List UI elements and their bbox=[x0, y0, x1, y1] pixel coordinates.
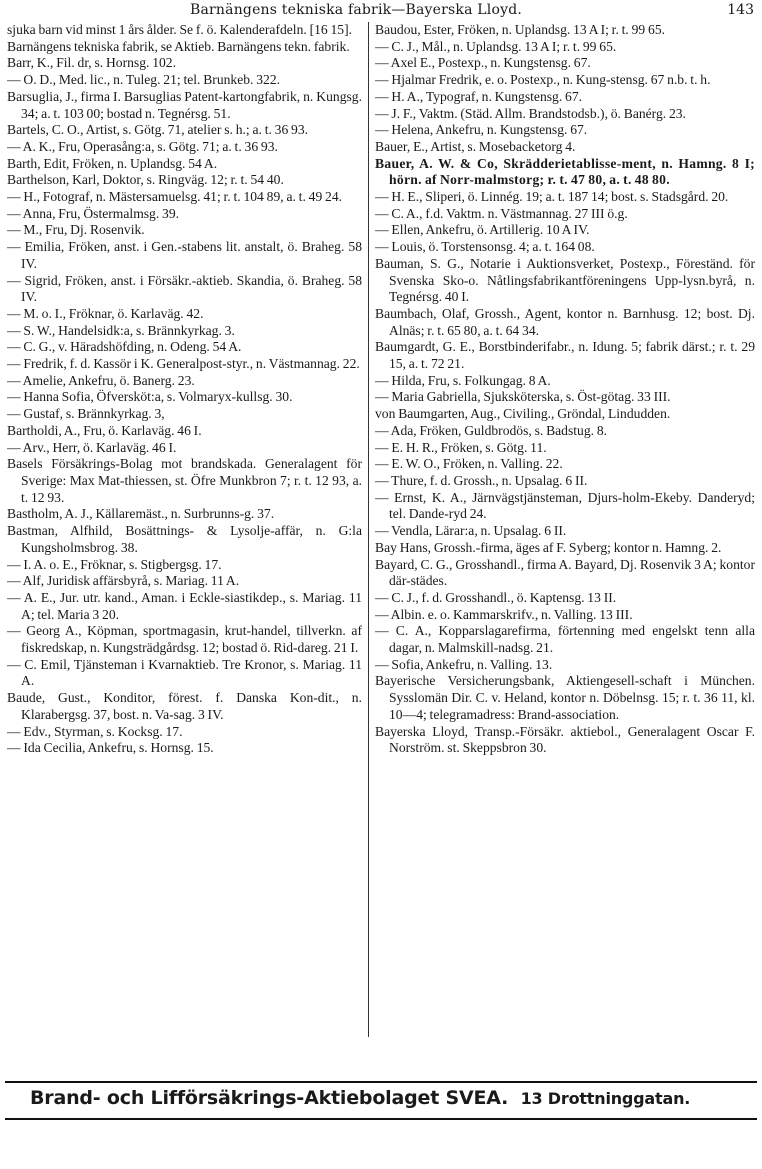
directory-entry: — Thure, f. d. Grossh., n. Upsalag. 6 II. bbox=[375, 472, 588, 488]
directory-entry: Bayerische Versicherungsbank, Aktiengesell-schaft i München. Sysslomän Dir. C. v. Heland, kontor n. Döbelnsg. 15; r. t. 36 11, kl. 10—4; telegramadress: Brand-association. bbox=[375, 673, 755, 722]
directory-entry: — Alf, Juridisk affärsbyrå, s. Mariag. 11 A. bbox=[7, 573, 240, 589]
directory-entry: — A. E., Jur. utr. kand., Aman. i Eckle-siastikdep., s. Mariag. 11 A; tel. Maria 3 20. bbox=[7, 589, 362, 622]
directory-entry: — Georg A., Köpman, sportmagasin, krut-handel, tillverkn. af fiskredskap, n. Kungsträdgårdsg. 12; bostad ö. Rid-dareg. 21 I. bbox=[7, 623, 362, 656]
directory-entry: Barthelson, Karl, Doktor, s. Ringväg. 12; r. t. 54 40. bbox=[7, 172, 284, 188]
directory-entry: — Ernst, K. A., Järnvägstjänsteman, Djurs-holm-Ekeby. Danderyd; tel. Dande-ryd 24. bbox=[375, 489, 755, 522]
directory-entry: — Albin. e. o. Kammarskrifv., n. Valling. 13 III. bbox=[375, 606, 633, 622]
directory-entry: — Arv., Herr, ö. Karlaväg. 46 I. bbox=[7, 439, 177, 455]
directory-entry: — Sofia, Ankefru, n. Valling. 13. bbox=[375, 656, 553, 672]
footer-ad-address: 13 Drottninggatan. bbox=[520, 1089, 691, 1108]
directory-entry: — Fredrik, f. d. Kassör i K. Generalpost-styr., n. Västmannag. 22. bbox=[7, 356, 360, 372]
directory-entry: Basels Försäkrings-Bolag mot brandskada. Generalagent för Sverige: Max Mat-thiessen, st. Öfre Munkbron 7; r. t. 12 93, a. t. 12 93. bbox=[7, 456, 362, 505]
directory-entry: — Hilda, Fru, s. Folkungag. 8 A. bbox=[375, 372, 551, 388]
directory-entry: — C. J., Mål., n. Uplandsg. 13 A I; r. t. 99 65. bbox=[375, 38, 617, 54]
directory-entry: Bayerska Lloyd, Transp.-Försäkr. aktiebol., Generalagent Oscar F. Norström. st. Skeppsbron 30. bbox=[375, 723, 755, 756]
directory-entry: Barnängens tekniska fabrik, se Aktieb. Barnängens tekn. fabrik. bbox=[7, 38, 350, 54]
directory-entry: Barsuglia, J., firma I. Barsuglias Patent-kartongfabrik, n. Kungsg. 34; a. t. 103 00; bostad n. Tegnérsg. 51. bbox=[7, 88, 362, 121]
directory-entry: Bartels, C. O., Artist, s. Götg. 71, atelier s. h.; a. t. 36 93. bbox=[7, 122, 309, 138]
left-column bbox=[7, 22, 362, 1077]
directory-entry: Barth, Edit, Fröken, n. Uplandsg. 54 A. bbox=[7, 155, 218, 171]
column-divider bbox=[368, 22, 369, 1037]
directory-entry: — C. G., v. Häradshöfding, n. Odeng. 54 A. bbox=[7, 339, 242, 355]
footer-advertisement bbox=[30, 1087, 740, 1109]
directory-entry: — Sigrid, Fröken, anst. i Försäkr.-aktieb. Skandia, ö. Braheg. 58 IV. bbox=[7, 272, 362, 305]
footer-ad-text: Brand- och Lifförsäkrings-Aktiebolaget SVEA. bbox=[30, 1087, 509, 1109]
directory-entry: — S. W., Handelsidk:a, s. Brännkyrkag. 3. bbox=[7, 322, 235, 338]
right-column bbox=[375, 22, 755, 1077]
directory-entry: Bastholm, A. J., Källaremäst., n. Surbrunns-g. 37. bbox=[7, 506, 275, 522]
directory-entry: — H., Fotograf, n. Mästersamuelsg. 41; r. t. 104 89, a. t. 49 24. bbox=[7, 189, 343, 205]
directory-entry: Bauman, S. G., Notarie i Auktionsverket, Postexp., Föreständ. för Svenska Sko-o. Nåtlingsfabrikantföreningens Upp-lysn.byrå, n. Tegnérsg. 40 I. bbox=[375, 255, 755, 305]
directory-entry: — Edv., Styrman, s. Kocksg. 17. bbox=[7, 723, 183, 739]
directory-entry: — Emilia, Fröken, anst. i Gen.-stabens lit. anstalt, ö. Braheg. 58 IV. bbox=[7, 239, 362, 271]
directory-entry: Bayard, C. G., Grosshandl., firma A. Bayard, Dj. Rosenvik 3 A; kontor där-städes. bbox=[375, 556, 755, 589]
directory-entry: — C. Emil, Tjänsteman i Kvarnaktieb. Tre Kronor, s. Mariag. 11 A. bbox=[7, 656, 362, 689]
directory-entry: Bauer, E., Artist, s. Mosebacketorg 4. bbox=[375, 138, 576, 154]
directory-entry: — H. E., Sliperi, ö. Linnég. 19; a. t. 187 14; bost. s. Stadsgård. 20. bbox=[375, 189, 729, 205]
directory-entry: — I. A. o. E., Fröknar, s. Stigbergsg. 17. bbox=[7, 556, 222, 572]
directory-entry: — A. K., Fru, Operasång:a, s. Götg. 71; a. t. 36 93. bbox=[7, 138, 278, 154]
directory-entry: — C. J., f. d. Grosshandl., ö. Kaptensg. 13 II. bbox=[375, 589, 617, 605]
running-head: Barnängens tekniska fabrik—Bayerska Lloyd. bbox=[190, 2, 523, 18]
directory-entry: Baudou, Ester, Fröken, n. Uplandsg. 13 A I; r. t. 99 65. bbox=[375, 22, 666, 37]
directory-entry: — H. A., Typograf, n. Kungstensg. 67. bbox=[375, 88, 583, 104]
directory-entry: Bauer, A. W. & Co, Skrädderietablisse-ment, n. Hamng. 8 I; hörn. af Norr-malmstorg; r. t. 47 80, a. t. 48 80. bbox=[375, 155, 755, 188]
directory-entry: — Helena, Ankefru, n. Kungstensg. 67. bbox=[375, 122, 588, 138]
directory-entry: — E. W. O., Fröken, n. Valling. 22. bbox=[375, 456, 563, 472]
directory-entry: Baude, Gust., Konditor, förest. f. Danska Kon-dit., n. Klarabergsg. 37, bost. n. Va-sag. 3 IV. bbox=[7, 690, 362, 722]
directory-entry: — Anna, Fru, Östermalmsg. 39. bbox=[7, 205, 180, 221]
directory-entry: — O. D., Med. lic., n. Tuleg. 21; tel. Brunkeb. 322. bbox=[7, 72, 281, 88]
directory-entry: — Vendla, Lärar:a, n. Upsalag. 6 II. bbox=[375, 523, 567, 539]
directory-entry: — M., Fru, Dj. Rosenvik. bbox=[7, 222, 145, 238]
directory-entry: — C. A., f.d. Vaktm. n. Västmannag. 27 III ö.g. bbox=[375, 205, 628, 221]
directory-entry: Baumgardt, G. E., Borstbinderifabr., n. Idung. 5; fabrik därst.; r. t. 29 15, a. t. 72 21. bbox=[375, 339, 755, 372]
directory-entry: Bartholdi, A., Fru, ö. Karlaväg. 46 I. bbox=[7, 422, 202, 438]
directory-entry: — J. F., Vaktm. (Städ. Allm. Brandstodsb.), ö. Banérg. 23. bbox=[375, 105, 686, 121]
directory-entry: — Ellen, Ankefru, ö. Artillerig. 10 A IV. bbox=[375, 222, 590, 238]
directory-entry: — Ida Cecilia, Ankefru, s. Hornsg. 15. bbox=[7, 740, 214, 756]
directory-entry: — Maria Gabriella, Sjuksköterska, s. Öst-götag. 33 III. bbox=[375, 389, 671, 405]
directory-entry: — Axel E., Postexp., n. Kungstensg. 67. bbox=[375, 55, 591, 71]
directory-entry: Baumbach, Olaf, Grossh., Agent, kontor n. Barnhusg. 12; bost. Dj. Alnäs; r. t. 65 80, a. t. 64 34. bbox=[375, 305, 755, 338]
directory-entry: sjuka barn vid minst 1 års ålder. Se f. ö. Kalenderafdeln. [16 15]. bbox=[7, 22, 353, 37]
directory-entry: Bay Hans, Grossh.-firma, äges af F. Syberg; kontor n. Hamng. 2. bbox=[375, 539, 722, 555]
directory-entry: Bastman, Alfhild, Bosättnings- & Lysolje-affär, n. G:la Kungsholmsbrog. 38. bbox=[7, 523, 362, 555]
directory-entry: — Ada, Fröken, Guldbrodös, s. Badstug. 8. bbox=[375, 422, 608, 438]
directory-entry: — Hanna Sofia, Öfversköt:a, s. Volmaryx-kullsg. 30. bbox=[7, 389, 293, 405]
footer-bottom-rule bbox=[5, 1118, 757, 1120]
directory-entry: — Louis, ö. Torstensonsg. 4; a. t. 164 08. bbox=[375, 239, 595, 255]
directory-entry: — C. A., Kopparslagarefirma, förtenning med engelskt tenn alla dagar, n. Malmskill-nadsg. 21. bbox=[375, 623, 755, 656]
directory-entry: Barr, K., Fil. dr, s. Hornsg. 102. bbox=[7, 55, 177, 71]
footer-top-rule bbox=[5, 1081, 757, 1083]
directory-entry: — Gustaf, s. Brännkyrkag. 3, bbox=[7, 406, 165, 422]
directory-entry: — Hjalmar Fredrik, e. o. Postexp., n. Kung-stensg. 67 n.b. t. h. bbox=[375, 72, 711, 88]
directory-entry: von Baumgarten, Aug., Civiling., Gröndal, Lindudden. bbox=[375, 406, 671, 422]
directory-entry: — M. o. I., Fröknar, ö. Karlaväg. 42. bbox=[7, 305, 204, 321]
page-number: 143 bbox=[727, 2, 754, 18]
directory-entry: — E. H. R., Fröken, s. Götg. 11. bbox=[375, 439, 547, 455]
directory-columns bbox=[7, 22, 755, 1077]
directory-entry: — Amelie, Ankefru, ö. Banerg. 23. bbox=[7, 372, 195, 388]
